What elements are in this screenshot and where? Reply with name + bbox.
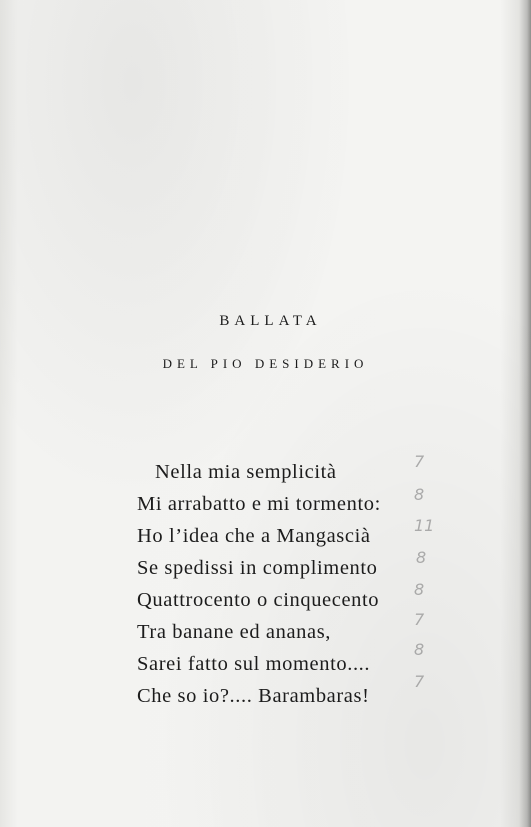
pencil-mark: 7 bbox=[414, 452, 425, 471]
poem-title: BALLATA bbox=[219, 313, 322, 329]
poem-subtitle: DEL PIO DESIDERIO bbox=[162, 356, 369, 371]
poem-stanza bbox=[137, 456, 381, 712]
pencil-mark: 8 bbox=[416, 548, 427, 567]
poem-line: Quattrocento o cinquecento bbox=[137, 589, 380, 611]
poem-line: Se spedissi in complimento bbox=[137, 557, 378, 579]
poem-line: Che so io?.... Barambaras! bbox=[137, 685, 370, 707]
poem-line: Mi arrabatto e mi tormento: bbox=[137, 493, 381, 515]
pencil-mark: 8 bbox=[414, 485, 425, 504]
pencil-mark: 7 bbox=[414, 610, 425, 629]
poem-line: Sarei fatto sul momento.... bbox=[137, 653, 371, 675]
page-edge-shadow bbox=[519, 0, 531, 827]
pencil-mark: 8 bbox=[414, 580, 425, 599]
pencil-mark: 7 bbox=[414, 672, 425, 691]
poem-line: Nella mia semplicità bbox=[155, 461, 337, 483]
poem-line: Ho l’idea che a Mangascià bbox=[137, 525, 371, 547]
pencil-mark: 8 bbox=[414, 640, 425, 659]
pencil-mark: 11 bbox=[414, 516, 435, 535]
poem-line: Tra banane ed ananas, bbox=[137, 621, 331, 643]
